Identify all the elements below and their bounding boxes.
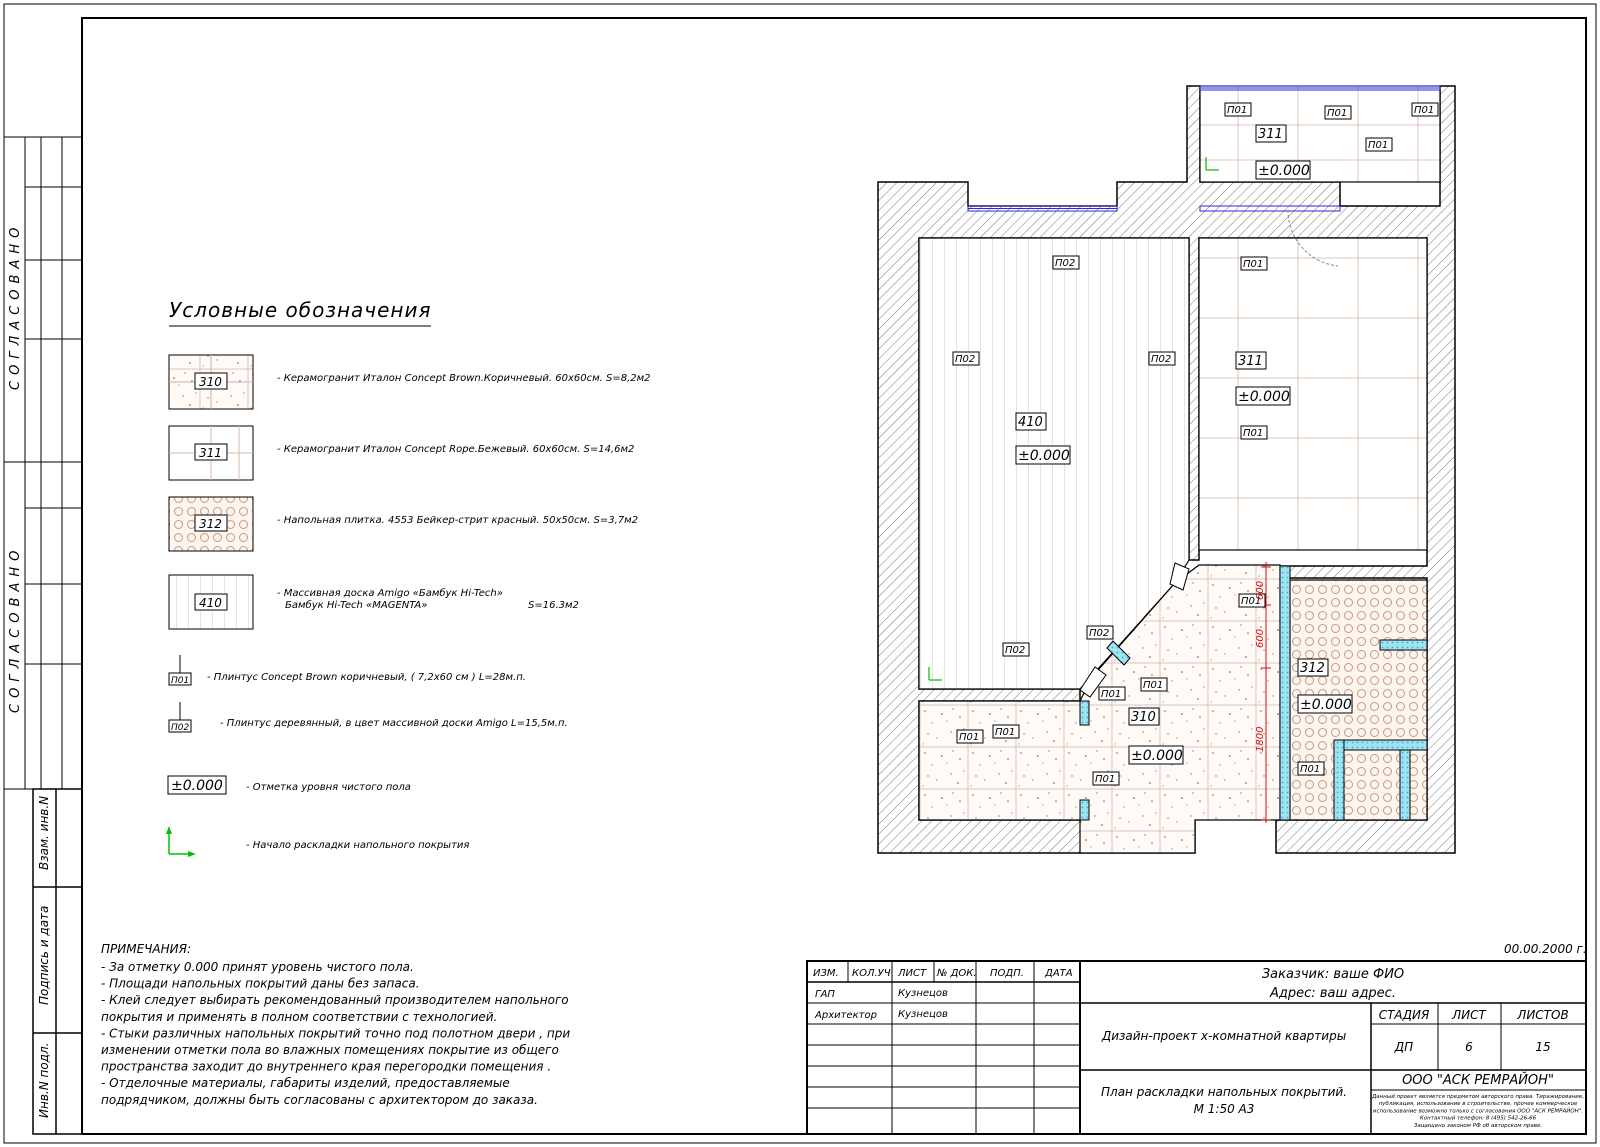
legend-code-312: 312 [199, 517, 222, 531]
legend-text-p01: - Плинтус Concept Brown коричневый, ( 7,2х60 см ) L=28м.п. [207, 672, 526, 683]
tb-address: Адрес: ваш адрес. [1270, 986, 1396, 1001]
notes-title: ПРИМЕЧАНИЯ: [101, 942, 191, 956]
legend-title: Условные обозначения [169, 298, 432, 322]
note-line: - Отделочные материалы, габариты изделий, предоставляемые [101, 1076, 510, 1091]
room-code: 311 [1258, 127, 1283, 142]
inv-orig-label: Инв.N подл. [37, 1042, 51, 1118]
tb-customer: Заказчик: ваше ФИО [1261, 967, 1405, 982]
tb-header: ДАТА [1045, 968, 1073, 979]
skirting-tag-label: П01 [1300, 764, 1321, 775]
room-311 [1199, 238, 1427, 550]
skirting-tag-label: П02 [1005, 645, 1026, 656]
room-code: 311 [1238, 354, 1263, 369]
note-line: покрытия и применять в полном соответствии с технологией. [101, 1009, 498, 1024]
note-line: - Площади напольных покрытий даны без запаса. [101, 976, 420, 991]
skirting-tag-label: П02 [1151, 354, 1172, 365]
legend-swatch-312 [169, 497, 253, 551]
skirting-tag [1241, 257, 1267, 270]
tb-role-1: ГАП [815, 989, 835, 1000]
tb-fine-line: использование возможно только с согласования ООО "АСК РЕМРАЙОН". [1372, 1108, 1584, 1115]
legend-swatch-310 [169, 355, 253, 409]
tb-company: ООО "АСК РЕМРАЙОН" [1402, 1073, 1554, 1088]
legend-swatch-311 [169, 426, 253, 480]
note-line: - Клей следует выбирать рекомендованный производителем напольного [101, 993, 569, 1008]
legend-text-310: - Керамогранит Италон Concept Brown.Коричневый. 60х60см. S=8,2м2 [277, 373, 651, 384]
side-stamp-agreed-2: СОГЛАСОВАНО [8, 544, 23, 713]
tb-sheet-title: План раскладки напольных покрытий. [1101, 1085, 1347, 1099]
room-level: ±0.000 [1238, 389, 1290, 405]
tb-fine-line: Контактный телефон: 8 (495) 542-26-66 [1419, 1115, 1537, 1122]
skirting-tag-label: П01 [1143, 680, 1164, 691]
skirting-tag [953, 352, 979, 365]
skirting-tag-label: П01 [1327, 108, 1348, 119]
skirting-tag-label: П01 [1241, 596, 1262, 607]
legend-area-410: S=16.3м2 [528, 600, 579, 611]
legend-start-text: - Начало раскладки напольного покрытия [246, 840, 470, 851]
legend-text-311: - Керамогранит Италон Concept Rope.Бежевый. 60х60см. S=14,6м2 [277, 444, 635, 455]
tb-role-2: Архитектор [815, 1010, 877, 1021]
note-line: - За отметку 0.000 принят уровень чистого пола. [101, 960, 414, 974]
bath-partition [1280, 566, 1290, 820]
tb-stage-label: СТАДИЯ [1378, 1008, 1430, 1022]
legend-code-p01: П01 [171, 676, 190, 686]
room-level: ±0.000 [1018, 448, 1070, 464]
skirting-tag [1141, 678, 1167, 691]
tb-date: 00.00.2000 г. [1504, 942, 1587, 956]
skirting-tag [1241, 426, 1267, 439]
dim-600-b: 600 [1255, 628, 1266, 648]
skirting-tag-label: П01 [1414, 105, 1435, 116]
legend-skirting-p01 [169, 655, 191, 686]
room-311-balcony [1200, 86, 1440, 182]
skirting-tag-label: П01 [1227, 105, 1248, 116]
legend-code-410: 410 [199, 596, 222, 610]
legend-swatch-410 [169, 575, 253, 629]
skirting-tag-label: П01 [959, 732, 980, 743]
tb-header: ПОДП. [990, 968, 1024, 979]
room-code: 312 [1300, 661, 1325, 676]
skirting-tag [1003, 643, 1029, 656]
tb-name-1: Кузнецов [898, 988, 948, 999]
room-code: 410 [1018, 415, 1043, 430]
skirting-tag-label: П02 [955, 354, 976, 365]
tb-header: КОЛ.УЧ [852, 968, 891, 979]
dim-1800: 1800 [1255, 726, 1266, 752]
skirting-tag [1149, 352, 1175, 365]
legend-level-mark: ±0.000 [171, 778, 223, 794]
tb-name-2: Кузнецов [898, 1009, 948, 1020]
sign-date-label: Подпись и дата [37, 905, 51, 1005]
room-level: ±0.000 [1258, 163, 1310, 179]
note-line: подрядчиком, должны быть согласованы с архитектором до заказа. [101, 1092, 538, 1107]
room-code: 310 [1131, 710, 1156, 725]
tb-header: № ДОК. [937, 968, 977, 979]
tb-sheets: 15 [1535, 1040, 1551, 1054]
skirting-tag-label: П01 [1095, 774, 1116, 785]
tb-sheets-label: ЛИСТОВ [1517, 1008, 1569, 1022]
side-stamp-agreed-1: СОГЛАСОВАНО [8, 221, 23, 390]
note-line: изменении отметки пола во влажных помещениях покрытие из общего [101, 1043, 559, 1057]
skirting-tag [1298, 762, 1324, 775]
legend-start-arrow-icon [166, 826, 196, 857]
legend-level-text: - Отметка уровня чистого пола [246, 782, 411, 793]
skirting-tag [1099, 687, 1125, 700]
skirting-tag-label: П02 [1089, 628, 1110, 639]
skirting-tag [1053, 256, 1079, 269]
skirting-tag-label: П01 [1368, 140, 1389, 151]
legend-text-312: - Напольная плитка. 4553 Бейкер-стрит красный. 50х50см. S=3,7м2 [277, 515, 639, 526]
skirting-tag-label: П01 [995, 727, 1016, 738]
dim-600-a: 600 [1255, 580, 1266, 600]
skirting-tag [1325, 106, 1351, 119]
tb-header: ИЗМ. [813, 968, 839, 979]
skirting-tag [1366, 138, 1392, 151]
tb-scale: М 1:50 А3 [1193, 1102, 1255, 1116]
tb-fine-line: Данный проект является предметом авторского права. Тиражирование, [1372, 1094, 1584, 1100]
skirting-tag-label: П02 [1055, 258, 1076, 269]
skirting-tag [1225, 103, 1251, 116]
skirting-tag [1087, 626, 1113, 639]
note-line: пространства заходит до внутреннего края перегородки помещения . [101, 1059, 552, 1074]
tb-sheet: 6 [1465, 1040, 1473, 1054]
skirting-tag [1412, 103, 1438, 116]
skirting-tag-label: П01 [1243, 259, 1264, 270]
legend-text-p02: - Плинтус деревянный, в цвет массивной доски Amigo L=15,5м.п. [220, 718, 568, 729]
inv-replace-label: Взам. инв.N [37, 795, 51, 870]
skirting-tag-label: П01 [1101, 689, 1122, 700]
skirting-tag [957, 730, 983, 743]
room-level: ±0.000 [1131, 748, 1183, 764]
tb-fine-line: публикация, использование в строительстве, прочее коммерческое [1378, 1101, 1578, 1108]
legend-code-311: 311 [199, 446, 222, 460]
tb-header: ЛИСТ [898, 968, 927, 979]
note-line: - Стыки различных напольных покрытий точно под полотном двери , при [101, 1026, 571, 1041]
tb-project: Дизайн-проект х-комнатной квартиры [1101, 1029, 1347, 1043]
legend-text-410-line2: Бамбук Hi-Tech «MAGENTA» [285, 600, 428, 611]
tb-fine-line: Защищено законом РФ об авторском праве. [1413, 1122, 1543, 1129]
legend-text-410: - Массивная доска Amigo «Бамбук Hi-Tech» [277, 588, 503, 599]
tb-sheet-label: ЛИСТ [1452, 1008, 1486, 1022]
skirting-tag [993, 725, 1019, 738]
legend-skirting-p02 [169, 702, 191, 733]
legend-code-310: 310 [199, 375, 222, 389]
skirting-tag-label: П01 [1243, 428, 1264, 439]
tb-stage: ДП [1394, 1040, 1414, 1054]
room-level: ±0.000 [1300, 697, 1352, 713]
skirting-tag [1093, 772, 1119, 785]
legend-code-p02: П02 [171, 723, 190, 733]
